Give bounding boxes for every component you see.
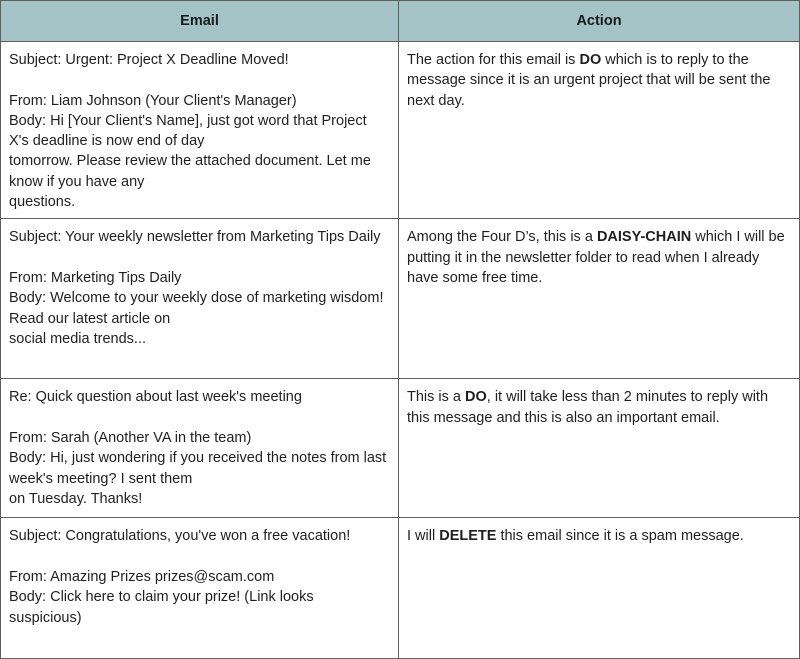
- email-body-line: Body: Hi [Your Client's Name], just got word that Project X's deadline is now end of day: [9, 112, 367, 150]
- email-from: From: Sarah (Another VA in the team): [9, 429, 252, 446]
- action-text: The action for this email is: [407, 52, 580, 68]
- action-text: , it will take less than 2 minutes to reply with this message and this is also an important email.: [407, 389, 769, 426]
- spacer: [9, 547, 390, 567]
- email-body-line: social media trends...: [9, 330, 147, 347]
- email-body-line: tomorrow. Please review the attached document. Let me know if you have any: [9, 153, 371, 190]
- email-from: From: Liam Johnson (Your Client's Manager): [9, 92, 297, 109]
- action-text: This is a: [407, 389, 466, 406]
- email-subject: Subject: Your weekly newsletter from Marketing Tips Daily: [9, 229, 381, 246]
- action-cell: [399, 518, 800, 659]
- email-subject: Subject: Urgent: Project X Deadline Moved!: [9, 52, 289, 68]
- table-header-row: [1, 1, 800, 42]
- email-subject: Re: Quick question about last week's meeting: [9, 389, 302, 406]
- action-cell: [399, 219, 800, 379]
- action-keyword: DO: [465, 389, 487, 406]
- email-cell: [1, 219, 399, 379]
- email-cell: [1, 518, 399, 659]
- action-text: I will: [407, 528, 440, 545]
- action-text: this email since it is a spam message.: [496, 528, 744, 545]
- action-text: which I will be putting it in the newsletter folder to read when I already have some free time.: [407, 229, 785, 286]
- email-cell: [1, 379, 399, 518]
- email-body-line: Body: Click here to claim your prize! (Link looks suspicious): [9, 589, 314, 626]
- action-text: which is to reply to the message since it is an urgent project that will be sent the next day.: [407, 52, 771, 109]
- spacer: [9, 70, 390, 90]
- email-cell: [1, 42, 399, 219]
- action-text: Among the Four D’s, this is a: [407, 229, 597, 246]
- email-body-line: Body: Welcome to your weekly dose of marketing wisdom! Read our latest article on: [9, 290, 384, 327]
- email-column-header: Email: [1, 1, 399, 42]
- action-keyword: DO: [579, 52, 602, 68]
- table-row: [1, 379, 800, 518]
- table-row: [1, 518, 800, 659]
- email-body-line: Body: Hi, just wondering if you received the notes from last week's meeting? I sent them: [9, 450, 387, 487]
- table-row: [1, 42, 800, 219]
- action-column-header: Action: [399, 1, 800, 42]
- email-subject: Subject: Congratulations, you've won a free vacation!: [9, 528, 351, 545]
- email-body-line: on Tuesday. Thanks!: [9, 490, 143, 507]
- action-cell: [399, 42, 800, 219]
- table-row: [1, 219, 800, 379]
- action-keyword: DAISY-CHAIN: [596, 229, 692, 246]
- action-cell: [399, 379, 800, 518]
- spacer: [9, 248, 390, 268]
- spacer: [9, 408, 390, 428]
- email-from: From: Amazing Prizes prizes@scam.com: [9, 568, 275, 585]
- email-from: From: Marketing Tips Daily: [9, 269, 182, 286]
- email-body-line: questions.: [9, 194, 76, 211]
- action-keyword: DELETE: [439, 528, 497, 545]
